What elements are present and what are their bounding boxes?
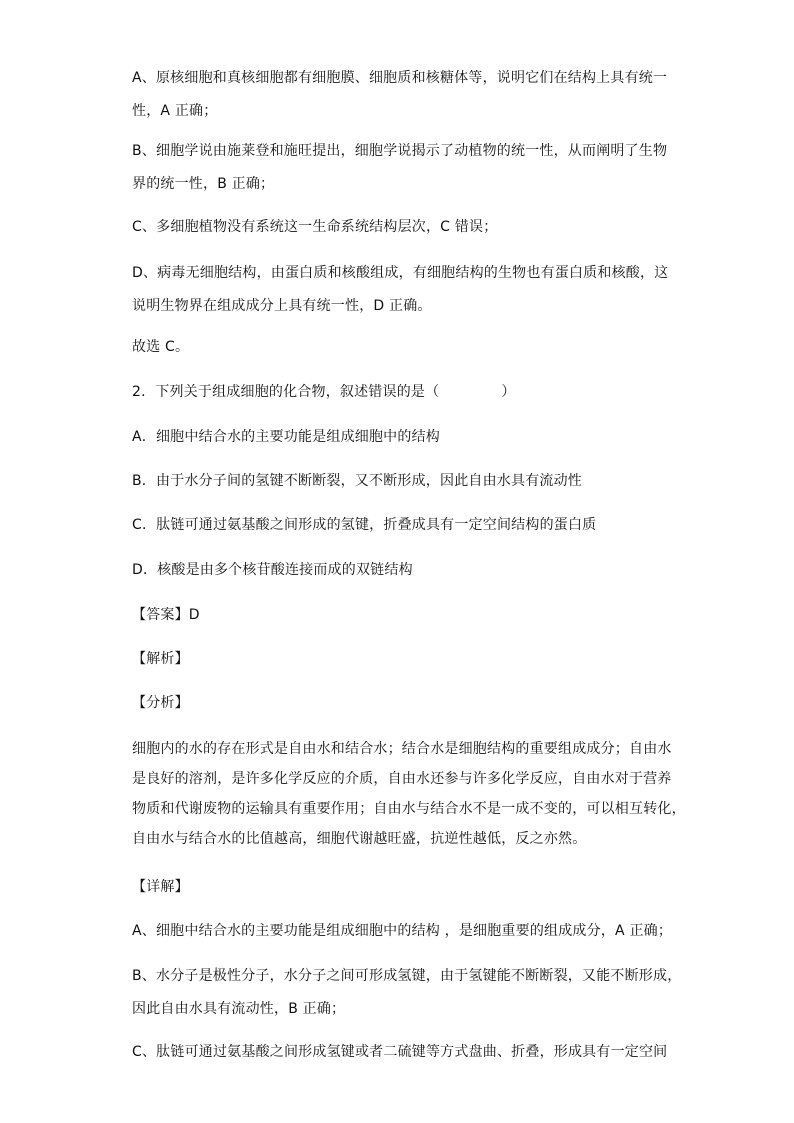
xiangjie-heading: 【详解】: [132, 879, 189, 895]
text-line: A、原核细胞和真核细胞都有细胞膜、细胞质和核糖体等，说明它们在结构上具有统一: [132, 70, 668, 86]
xiangjie-c: C、肽链可通过氨基酸之间形成氢键或者二硫键等方式盘曲、折叠，形成具有一定空间: [132, 1044, 668, 1060]
question-stem: [132, 382, 672, 402]
analysis-b: [132, 135, 672, 201]
analysis-d: [132, 257, 672, 323]
option-c: C．肽链可通过氨基酸之间形成的氢键，折叠成具有一定空间结构的蛋白质: [132, 517, 597, 533]
text-line: D、病毒无细胞结构，由蛋白质和核酸组成，有细胞结构的生物也有蛋白质和核酸，这: [132, 265, 669, 281]
xiangjie-a: A、细胞中结合水的主要功能是组成细胞中的结构 ，是细胞重要的组成成分，A 正确；: [132, 923, 673, 939]
text-line: 说明生物界在组成成分上具有统一性，D 正确。: [132, 298, 432, 314]
jiexi-heading: 【解析】: [132, 651, 189, 667]
text-line: B、细胞学说由施莱登和施旺提出，细胞学说揭示了动植物的统一性，从而阐明了生物: [132, 143, 668, 159]
xiangjie-b: [132, 960, 682, 1026]
fenxi-paragraph: [132, 734, 686, 854]
conclusion: 故选 C。: [132, 339, 190, 355]
analysis-a: [132, 62, 672, 128]
text-line: 界的统一性，B 正确；: [132, 176, 275, 192]
answer-line: 【答案】D: [132, 607, 200, 623]
text-line: 物质和代谢废物的运输具有重要作用；自由水与结合水不是一成不变的，可以相互转化，: [132, 801, 686, 817]
question-stem-text: 2．下列关于组成细胞的化合物，叙述错误的是（: [132, 384, 440, 400]
text-line: 性，A 正确；: [132, 103, 218, 119]
option-b: B．由于水分子间的氢键不断断裂，又不断形成，因此自由水具有流动性: [132, 473, 583, 489]
option-a: A．细胞中结合水的主要功能是组成细胞中的结构: [132, 429, 440, 445]
text-line: 是良好的溶剂，是许多化学反应的介质，自由水还参与许多化学反应，自由水对于营养: [132, 771, 672, 787]
text-line: B、水分子是极性分子，水分子之间可形成氢键，由于氢键能不断断裂，又能不断形成，: [132, 968, 682, 984]
question-stem-close: ）: [501, 384, 516, 400]
option-d: D．核酸是由多个核苷酸连接而成的双链结构: [132, 562, 413, 578]
text-line: 细胞内的水的存在形式是自由水和结合水；结合水是细胞结构的重要组成成分；自由水: [132, 741, 672, 757]
analysis-c: C、多细胞植物没有系统这一生命系统结构层次，C 错误；: [132, 219, 498, 235]
text-line: 因此自由水具有流动性，B 正确；: [132, 1001, 346, 1017]
fenxi-heading: 【分析】: [132, 695, 189, 711]
text-line: 自由水与结合水的比值越高，细胞代谢越旺盛，抗逆性越低，反之亦然。: [132, 831, 587, 847]
